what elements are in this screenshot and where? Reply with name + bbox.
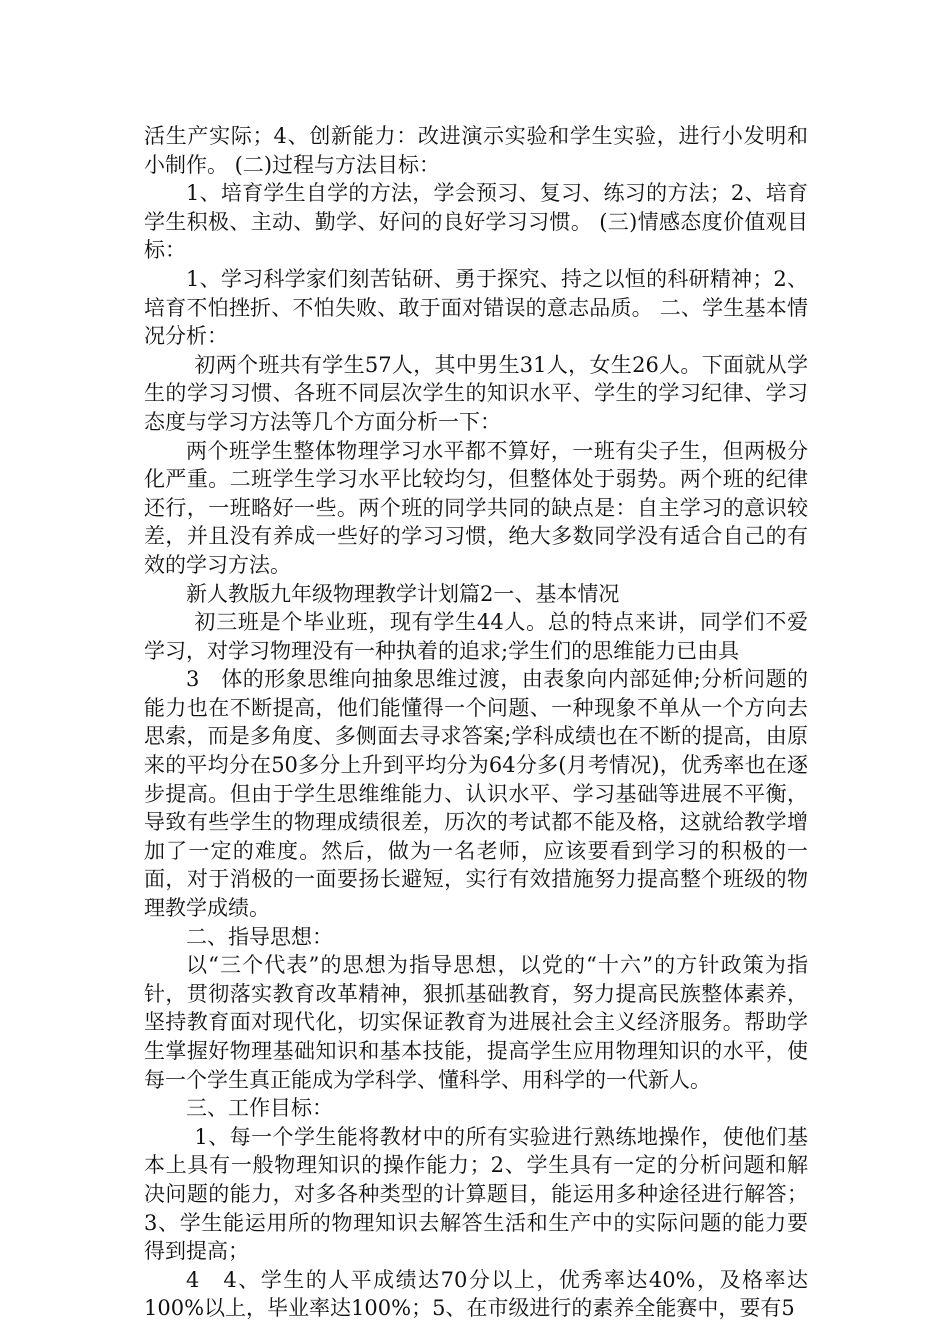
paragraph-1: 活生产实际；4、创新能力：改进演示实验和学生实验，进行小发明和小制作。 (二)过程与方法目标： bbox=[144, 124, 808, 177]
paragraph-13: 4 4、学生的人平成绩达70分以上，优秀率达40%，及格率达100%以上，毕业率达100%；5、在市级进行的素养全能赛中，要有5 bbox=[144, 1267, 808, 1321]
section-heading-guiding-ideology: 二、指导思想： bbox=[186, 924, 333, 949]
section-heading-basic-situation: 新人教版九年级物理教学计划篇2一、基本情况 bbox=[186, 581, 620, 606]
paragraph-4: 初两个班共有学生57人，其中男生31人，女生26人。下面就从学生的学习习惯、各班不同层次学生的知识水平、学生的学习纪律、学习态度与学习方法等几个方面分析一下： bbox=[144, 352, 808, 434]
paragraph-7: 初三班是个毕业班，现有学生44人。总的特点来讲，同学们不爱学习，对学习物理没有一种执着的追求;学生们的思维能力已由具 bbox=[144, 610, 808, 663]
paragraph-5: 两个班学生整体物理学习水平都不算好，一班有尖子生，但两极分化严重。二班学生学习水平比较均匀，但整体处于弱势。两个班的纪律还行，一班略好一些。两个班的同学共同的缺点是：自主学习的意识较差，并且没有养成一些好的学习习惯，绝大多数同学没有适合自己的有效的学习方法。 bbox=[144, 438, 808, 577]
paragraph-3: 1、学习科学家们刻苦钻研、勇于探究、持之以恒的科研精神；2、培育不怕挫折、不怕失败、敢于面对错误的意志品质。 二、学生基本情况分析： bbox=[144, 266, 808, 349]
paragraph-2: 1、培育学生自学的方法，学会预习、复习、练习的方法；2、培育学生积极、主动、勤学、好问的良好学习习惯。 (三)情感态度价值观目标： bbox=[144, 181, 808, 263]
document-body bbox=[144, 122, 808, 1323]
section-heading-work-goals: 三、工作目标： bbox=[186, 1096, 333, 1121]
paragraph-12: 1、每一个学生能将教材中的所有实验进行熟练地操作，使他们基本上具有一般物理知识的操作能力；2、学生具有一定的分析问题和解决问题的能力，对多各种类型的计算题目，能运用多种途径进行解答；3、学生能运用所的物理知识去解答生活和生产中的实际问题的能力要得到提高； bbox=[144, 1124, 808, 1264]
paragraph-8: 3 体的形象思维向抽象思维过渡，由表象向内部延伸;分析问题的能力也在不断提高，他们能懂得一个问题、一种现象不单从一个方向去思索，而是多角度、多侧面去寻求答案;学科成绩也在不断的提高，由原来的平均分在50多分上升到平均分为64分多(月考情况)，优秀率也在逐步提高。但由于学生思维维能力、认识水平、学习基础等进展不平衡，导致有些学生的物理成绩很差，历次的考试都不能及格，这就给教学增加了一定的难度。然后，做为一名老师，应该要看到学习的积极的一面，对于消极的一面要扬长避短，实行有效措施努力提高整个班级的物理教学成绩。 bbox=[144, 667, 808, 921]
paragraph-10: 以“三个代表”的思想为指导思想，以党的“十六”的方针政策为指针，贯彻落实教育改革精神，狠抓基础教育，努力提高民族整体素养，坚持教育面对现代化，切实保证教育为进展社会主义经济服务。帮助学生掌握好物理基础知识和基本技能，提高学生应用物理知识的水平，使每一个学生真正能成为学科学、懂科学、用科学的一代新人。 bbox=[144, 953, 808, 1092]
